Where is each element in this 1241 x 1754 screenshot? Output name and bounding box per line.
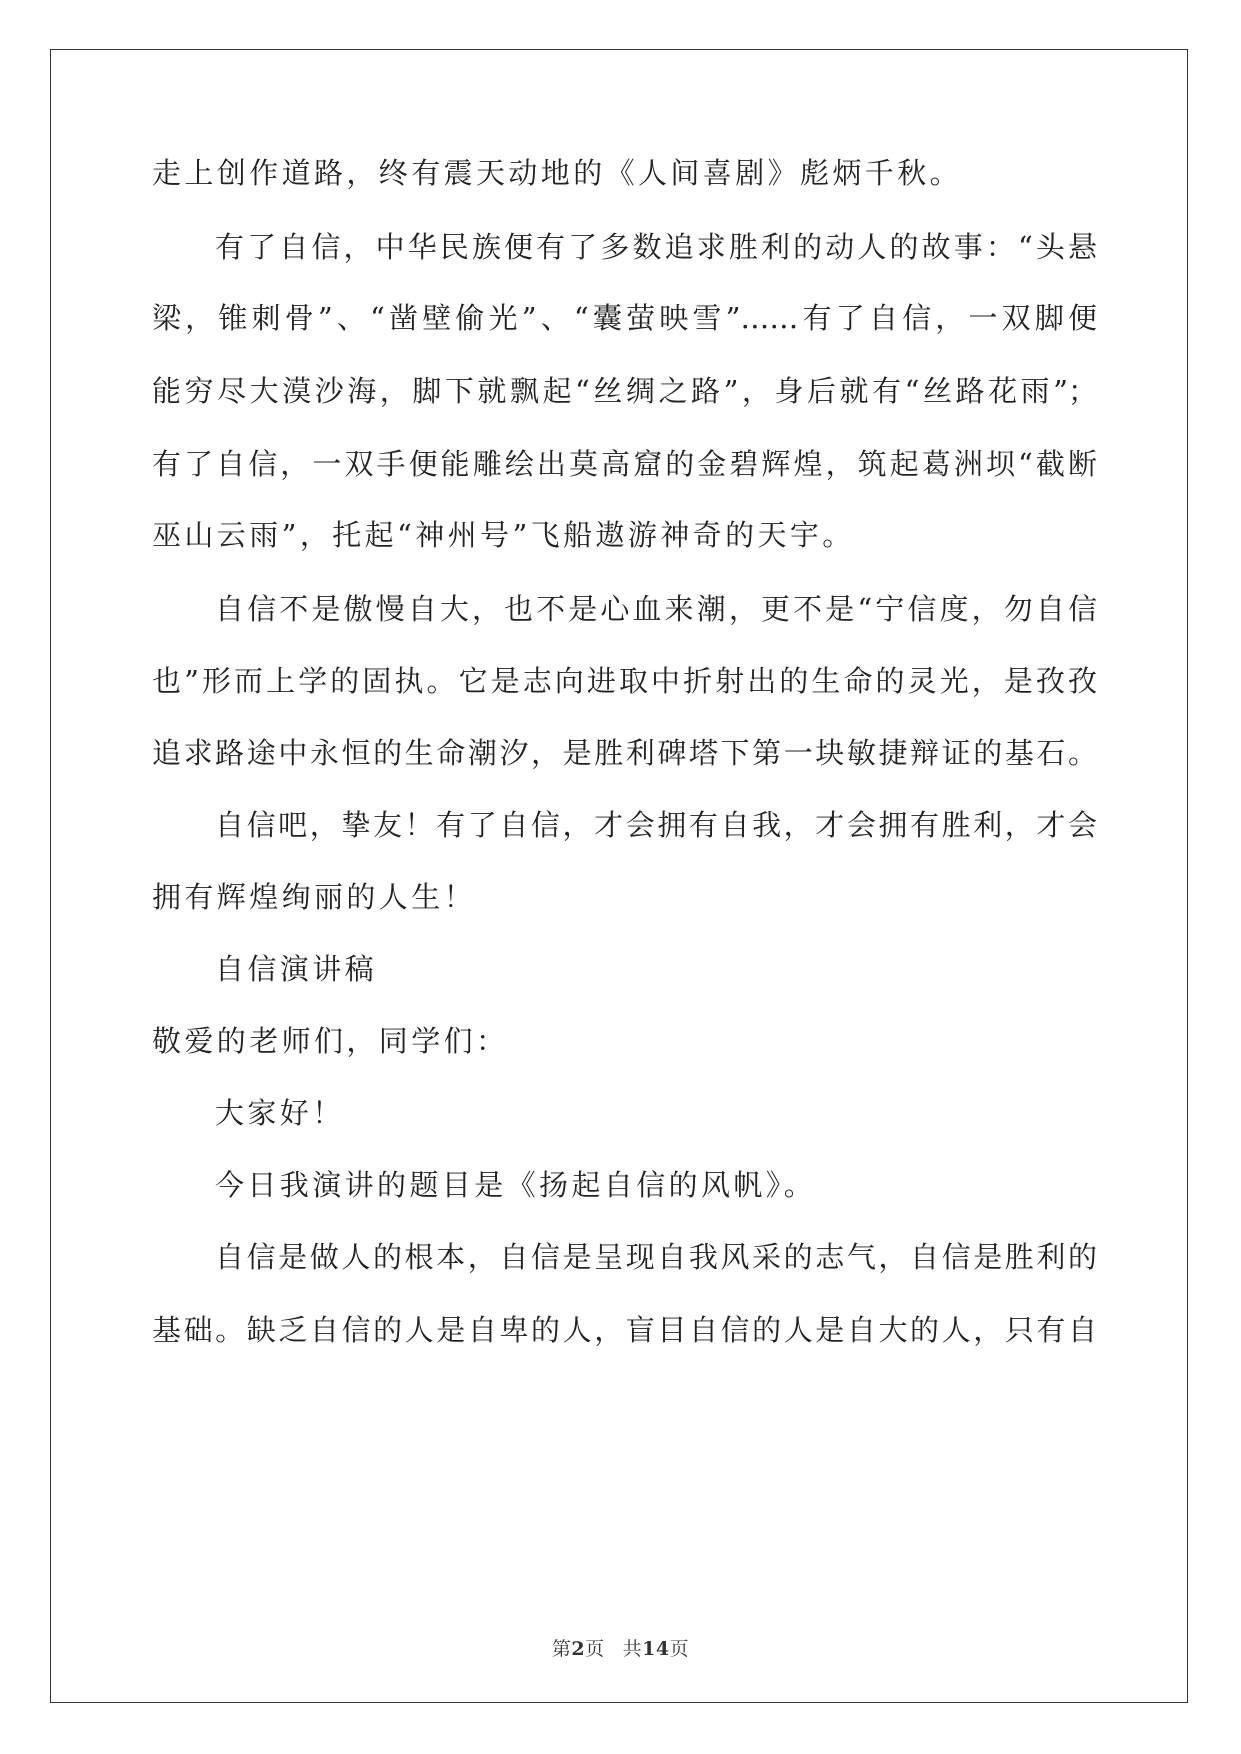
body-line: 自信不是傲慢自大，也不是心血来潮，更不是“宁信度，勿自信 [215,592,1097,626]
body-line: 今日我演讲的题目是《扬起自信的风帆》。 [215,1168,817,1202]
body-line: 能穷尽大漠沙海，脚下就飘起“丝绸之路”，身后就有“丝路花雨”； [152,374,1097,408]
body-line: 追求路途中永恒的生命潮汐，是胜利碑塔下第一块敏捷辩证的基石。 [152,736,1097,770]
total-suffix: 页 [669,1638,690,1660]
body-line: 有了自信，一双手便能雕绘出莫高窟的金碧辉煌，筑起葛洲坝“截断 [152,447,1097,481]
body-line: 也”形而上学的固执。它是志向进取中折射出的生命的灵光，是孜孜 [152,664,1097,698]
body-line: 梁，锥刺骨”、“凿壁偷光”、“囊萤映雪”……有了自信，一双脚便 [152,301,1097,335]
page-suffix: 页 [585,1638,605,1660]
total-prefix: 共 [622,1638,643,1660]
page-footer [0,1637,1241,1661]
body-line: 基础。缺乏自信的人是自卑的人，盲目自信的人是自大的人，只有自 [152,1313,1097,1347]
body-line: 自信是做人的根本，自信是呈现自我风采的志气，自信是胜利的 [215,1240,1097,1274]
body-line: 自信吧，挚友！有了自信，才会拥有自我，才会拥有胜利，才会 [215,808,1097,842]
body-line: 走上创作道路，终有震天动地的《人间喜剧》彪炳千秋。 [152,156,963,190]
body-line: 拥有辉煌绚丽的人生！ [152,880,477,914]
body-line: 有了自信，中华民族便有了多数追求胜利的动人的故事：“头悬 [215,230,1097,264]
section-heading: 自信演讲稿 [215,952,378,986]
page-prefix: 第 [551,1638,572,1660]
page-number: 2 [571,1638,586,1660]
greeting: 大家好！ [215,1096,345,1130]
salutation: 敬爱的老师们，同学们： [152,1024,509,1058]
total-pages: 14 [642,1638,670,1660]
body-line: 巫山云雨”，托起“神州号”飞船遨游神奇的天宇。 [152,518,855,552]
